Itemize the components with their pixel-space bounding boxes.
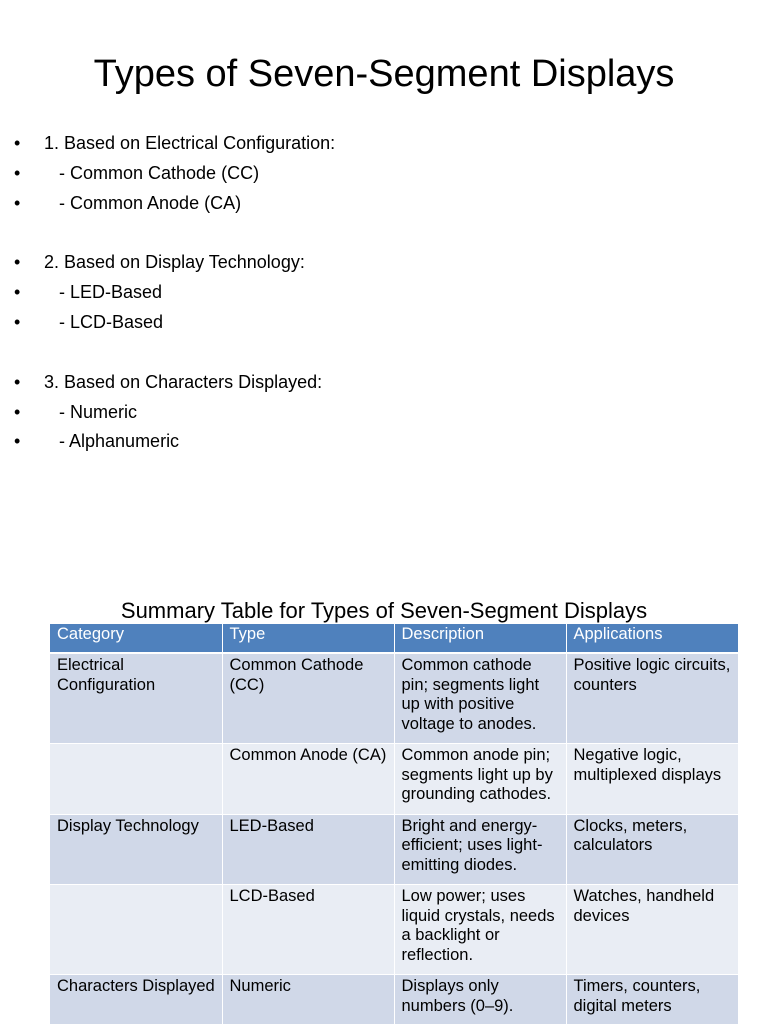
cell-category: Characters Displayed: [50, 975, 222, 1024]
cell-category: Display Technology: [50, 814, 222, 885]
bullet-spacer: [14, 222, 754, 252]
bullet-text: - LED-Based: [44, 282, 163, 303]
cell-description: Common cathode pin; segments light up with positive voltage to anodes.: [394, 653, 566, 744]
cell-description: Displays only numbers (0–9).: [394, 975, 566, 1024]
table-caption: Summary Table for Types of Seven-Segment Displays: [120, 598, 648, 623]
cell-applications: Positive logic circuits, counters: [566, 653, 738, 744]
column-header-type: Type: [222, 624, 394, 653]
bullet-spacer: [14, 342, 754, 372]
table-row: [50, 885, 738, 975]
cell-description: Common anode pin; segments light up by grounding cathodes.: [394, 744, 566, 815]
slide-title: Types of Seven-Segment Displays: [93, 53, 675, 95]
cell-category: Electrical Configuration: [50, 653, 222, 744]
bullet-marker: •: [14, 401, 21, 422]
cell-type: Common Anode (CA): [222, 744, 394, 815]
bullet-text: - LCD-Based: [44, 311, 164, 332]
cell-applications: Clocks, meters, calculators: [566, 814, 738, 885]
cell-applications: Watches, handheld devices: [566, 885, 738, 975]
cell-type: Numeric: [222, 975, 394, 1024]
bullet-text: 3. Based on Characters Displayed:: [44, 371, 323, 392]
bullet-marker: •: [14, 192, 21, 213]
bullet-marker: •: [14, 371, 21, 392]
bullet-marker: •: [14, 282, 21, 303]
cell-category: [50, 744, 222, 815]
bullet-text: - Common Anode (CA): [44, 192, 242, 213]
cell-description: Low power; uses liquid crystals, needs a backlight or reflection.: [394, 885, 566, 975]
column-header-category: Category: [50, 624, 222, 653]
bullet-list: [14, 133, 754, 461]
bullet-marker: •: [14, 133, 21, 153]
cell-type: Common Cathode (CC): [222, 653, 394, 744]
bullet-item: [14, 402, 754, 422]
bullet-item: [14, 193, 754, 213]
bullet-item: [14, 312, 754, 332]
bullet-item: [14, 133, 754, 153]
bullet-marker: •: [14, 162, 21, 183]
table-row: [50, 814, 738, 885]
cell-description: Bright and energy-efficient; uses light-emitting diodes.: [394, 814, 566, 885]
bullet-item: [14, 282, 754, 302]
bullet-text: - Alphanumeric: [44, 431, 180, 452]
table-row: [50, 653, 738, 744]
summary-table: [50, 624, 739, 1024]
bullet-item: [14, 252, 754, 272]
table-row: [50, 744, 738, 815]
bullet-text: 2. Based on Display Technology:: [44, 252, 305, 273]
column-header-applications: Applications: [566, 624, 738, 653]
bullet-text: 1. Based on Electrical Configuration:: [44, 133, 336, 153]
cell-applications: Timers, counters, digital meters: [566, 975, 738, 1024]
bullet-marker: •: [14, 311, 21, 332]
cell-category: [50, 885, 222, 975]
table-header-row: [50, 624, 738, 653]
bullet-marker: •: [14, 431, 21, 452]
cell-type: LCD-Based: [222, 885, 394, 975]
bullet-text: - Numeric: [44, 401, 138, 422]
bullet-item: [14, 163, 754, 183]
bullet-item: [14, 431, 754, 451]
table-row: [50, 975, 738, 1024]
bullet-marker: •: [14, 252, 21, 273]
bullet-text: - Common Cathode (CC): [44, 162, 260, 183]
cell-type: LED-Based: [222, 814, 394, 885]
bullet-item: [14, 372, 754, 392]
cell-applications: Negative logic, multiplexed displays: [566, 744, 738, 815]
column-header-description: Description: [394, 624, 566, 653]
